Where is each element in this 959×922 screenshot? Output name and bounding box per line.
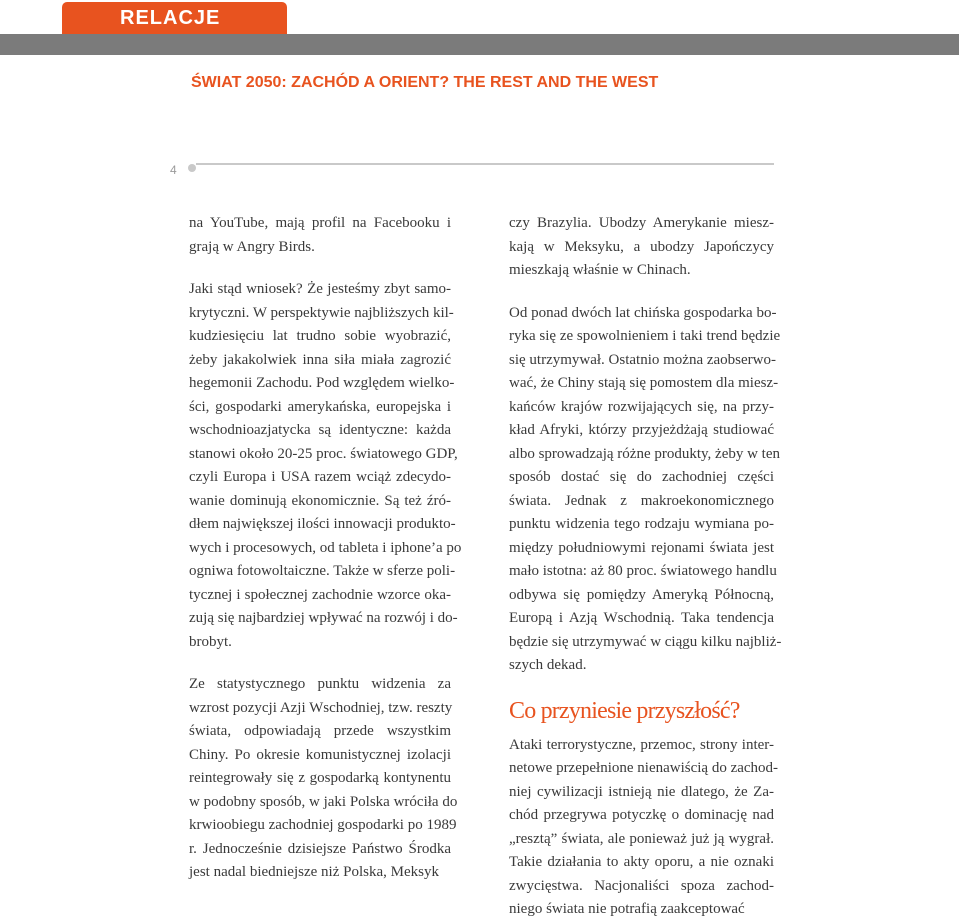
article-title: ŚWIAT 2050: ZACHÓD A ORIENT? THE REST AND THE WEST <box>191 74 659 91</box>
page-rule <box>196 163 774 165</box>
text-line: wych i procesowych, od tableta i iphone’a po <box>189 539 462 556</box>
text-line: wać, że Chiny stają się pomostem dla miesz- <box>509 375 779 391</box>
text-line: jest nadal biedniejsze niż Polska, Meksyk <box>189 864 439 880</box>
paragraph <box>189 212 451 259</box>
right-paragraphs-before <box>509 212 782 678</box>
text-line: odbywa się pomiędzy Ameryką Północną, <box>509 586 774 603</box>
text-line: żeby jakakolwiek inna siła miała zagrozić <box>189 351 451 368</box>
paragraph-gap <box>509 283 774 302</box>
paragraph <box>509 212 774 283</box>
section-tab <box>62 2 287 34</box>
text-line: dłem największej ilości innowacji produkto- <box>189 516 456 532</box>
text-line: szych dekad. <box>509 657 587 673</box>
text-line: się utrzymywał. Ostatnio można zaobserwo- <box>509 351 777 368</box>
page-marker-dot <box>188 164 196 172</box>
header-bar <box>0 34 959 55</box>
text-line: wschodnioazjatycka są identyczne: każda <box>189 422 451 438</box>
text-line: krwioobiegu zachodniej gospodarki po 1989 <box>189 817 457 833</box>
text-line: świata. Jednak z makroekonomicznego <box>509 492 774 509</box>
text-line: „resztą” świata, ale ponieważ już ją wygrał. <box>509 830 774 847</box>
right-paragraphs-after <box>509 734 779 922</box>
text-line: czyli Europa i USA razem wciąż zdecydo- <box>189 469 451 485</box>
text-line: krytyczni. W perspektywie najbliższych kil- <box>189 304 454 321</box>
text-line: czy Brazylia. Ubodzy Amerykanie miesz- <box>509 215 774 231</box>
text-line: niej cywilizacji istnieją nie dlatego, że Za- <box>509 783 774 800</box>
text-line: zują się najbardziej wpływać na rozwój i do- <box>189 610 458 626</box>
text-line: Chiny. Po okresie komunistycznej izolacji <box>189 746 451 763</box>
text-line: wzrost pozycji Azji Wschodniej, tzw. reszty <box>189 699 453 716</box>
paragraph-gap <box>189 259 451 278</box>
paragraph <box>509 734 779 922</box>
text-line: grają w Angry Birds. <box>189 238 315 255</box>
text-line: zwycięstwa. Nacjonaliści spoza zachod- <box>509 877 774 894</box>
text-line: kład Afryki, którzy przyjeżdżają studiować <box>509 422 774 438</box>
paragraph <box>509 302 782 678</box>
left-text-column <box>189 212 462 885</box>
text-line: będzie się utrzymywać w ciągu kilku najbliż- <box>509 633 782 650</box>
text-line: mało istotna: aż 80 proc. światowego handlu <box>509 563 777 579</box>
text-line: Ataki terrorystyczne, przemoc, strony inter- <box>509 736 774 753</box>
text-line: mieszkają właśnie w Chinach. <box>509 262 691 278</box>
section-subheading: Co przyniesie przyszłość? <box>509 697 740 724</box>
text-line: tycznej i społecznej zachodnie wzorce oka- <box>189 586 451 603</box>
text-line: Europą i Azją Wschodnią. Taka tendencja <box>509 610 774 626</box>
paragraph <box>189 278 462 654</box>
text-line: brobyt. <box>189 633 232 650</box>
text-line: albo sprowadzają różne produkty, żeby w ten <box>509 445 781 462</box>
text-line: punktu widzenia tego rodzaju wymiana po- <box>509 516 774 532</box>
paragraph <box>189 673 458 885</box>
text-line: w podobny sposób, w jaki Polska wróciła do <box>189 793 458 810</box>
text-line: Jaki stąd wniosek? Że jesteśmy zbyt samo- <box>189 281 451 297</box>
text-line: reintegrowały się z gospodarką kontynentu <box>189 770 451 786</box>
text-line: świata, odpowiadają przede wszystkim <box>189 723 451 739</box>
text-line: netowe przepełnione nienawiścią do zachod- <box>509 760 779 776</box>
text-line: chód przegrywa potyczkę o dominację nad <box>509 807 774 823</box>
text-line: Takie działania to akty oporu, a nie oznaki <box>509 854 774 870</box>
text-line: Od ponad dwóch lat chińska gospodarka bo- <box>509 304 777 321</box>
text-line: stanowi około 20-25 proc. światowego GDP, <box>189 445 458 462</box>
text-line: r. Jednocześnie dzisiejsze Państwo Środka <box>189 840 451 857</box>
paragraph-gap <box>189 654 451 673</box>
text-line: wanie dominują ekonomicznie. Są też źró- <box>189 492 451 509</box>
text-line: sposób dostać się do zachodniej części <box>509 469 774 485</box>
text-line: kańców krajów rozwijających się, na przy- <box>509 398 774 415</box>
text-line: Ze statystycznego punktu widzenia za <box>189 676 451 692</box>
section-label: RELACJE <box>120 7 221 29</box>
text-line: ści, gospodarki amerykańska, europejska i <box>189 398 451 415</box>
text-line: kają w Meksyku, a ubodzy Japończycy <box>509 238 774 255</box>
text-line: ogniwa fotowoltaiczne. Także w sferze poli- <box>189 563 456 579</box>
text-line: hegemonii Zachodu. Pod względem wielko- <box>189 375 455 391</box>
text-line: ryka się ze spowolnieniem i taki trend będzie <box>509 328 781 344</box>
text-line: między południowymi rejonami świata jest <box>509 539 774 556</box>
page-number: 4 <box>170 163 177 177</box>
text-line: kudziesięciu lat trudno sobie wyobrazić, <box>189 328 451 344</box>
text-line: niego świata nie potrafią zaakceptować <box>509 901 745 917</box>
text-line: na YouTube, mają profil na Facebooku i <box>189 215 451 231</box>
right-text-column <box>509 212 782 922</box>
